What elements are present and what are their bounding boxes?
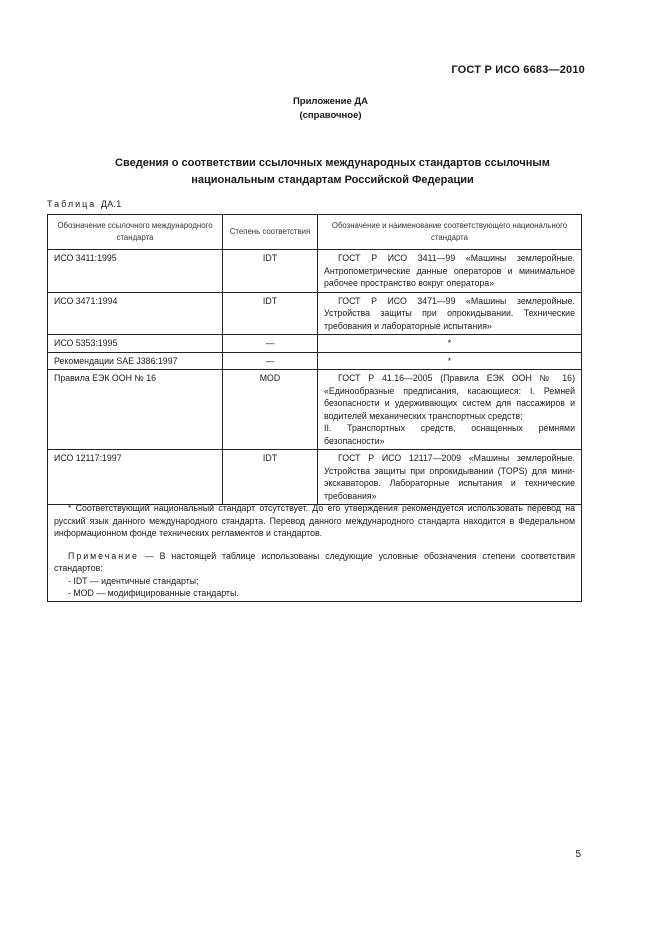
document-header: ГОСТ Р ИСО 6683—2010 <box>451 64 585 76</box>
national-text: ГОСТ Р ИСО 12117—2009 «Машины землеройные. Устройства защиты при опрокидывании (TOPS) для мини-экскаваторов. Лабораторные испытания и технические требования» <box>324 453 575 501</box>
section-title-line-1: Сведения о соответствии ссылочных международных стандартов ссылочным <box>115 157 550 169</box>
cell-reference: ИСО 3411:1995 <box>48 250 223 293</box>
annex-heading <box>0 95 661 123</box>
header-national-standard: Обозначение и наименование соответствующего национального стандарта <box>318 215 582 250</box>
footnote: * Соответствующий национальный стандарт отсутствует. До его утверждения рекомендуется использовать перевод на русский язык данного международного стандарта. Перевод данного международного стандарта находится в Федеральном информационном фонде технических регламентов и стандартов. <box>54 503 575 538</box>
correspondence-table <box>47 214 582 505</box>
header-reference-standard: Обозначение ссылочного международного стандарта <box>48 215 223 250</box>
national-text: * <box>447 338 452 348</box>
header-degree: Степень соответствия <box>223 215 318 250</box>
cell-reference: Правила ЕЭК ООН № 16 <box>48 370 223 450</box>
table-row <box>48 370 582 450</box>
table-row <box>48 292 582 335</box>
cell-degree: IDT <box>223 450 318 505</box>
national-text: II. Транспортных средств, оснащенных ремнями безопасности» <box>324 423 575 446</box>
table-caption <box>47 199 122 209</box>
national-text: ГОСТ Р 41.16—2005 (Правила ЕЭК ООН № 16) «Единообразные предписания, касающиеся: I. Ремней безопасности и удерживающих систем для пассажиров и водителей механических транспортных средств; <box>324 373 575 421</box>
table-row <box>48 335 582 353</box>
note-item-mod: - MOD — модифицированные стандарты. <box>68 588 239 598</box>
cell-reference: Рекомендации SAE J386:1997 <box>48 352 223 370</box>
table-caption-word: Таблица <box>47 199 97 209</box>
table-footnote-block <box>47 497 582 602</box>
section-title <box>60 155 605 189</box>
table-row <box>48 352 582 370</box>
national-text: * <box>447 355 452 366</box>
cell-national <box>318 370 582 450</box>
cell-national <box>318 292 582 335</box>
table-row <box>48 250 582 293</box>
note-text: — В настоящей таблице использованы следующие условные обозначения степени соответствия стандартов: <box>54 550 575 573</box>
cell-degree: — <box>223 352 318 370</box>
note-paragraph <box>54 550 575 575</box>
section-title-line-2: национальным стандартам Российской Федерации <box>191 174 474 186</box>
cell-national <box>318 250 582 293</box>
national-text: ГОСТ Р ИСО 3471—99 «Машины землеройные. Устройства защиты при опрокидывании. Технические требования и лабораторные испытания» <box>324 295 575 331</box>
note-label: Примечание <box>68 550 139 561</box>
cell-reference: ИСО 12117:1997 <box>48 450 223 505</box>
page-number: 5 <box>575 849 581 860</box>
national-text: ГОСТ Р ИСО 3411—99 «Машины землеройные. Антропометрические данные операторов и минимальное рабочее пространство вокруг оператора» <box>324 253 575 288</box>
note-item-idt: - IDT — идентичные стандарты; <box>68 575 199 586</box>
cell-degree: — <box>223 335 318 353</box>
cell-degree: IDT <box>223 250 318 293</box>
cell-degree: MOD <box>223 370 318 450</box>
cell-national <box>318 335 582 353</box>
cell-reference: ИСО 3471:1994 <box>48 292 223 335</box>
table-caption-number: ДА.1 <box>100 199 122 209</box>
cell-national <box>318 352 582 370</box>
table-header-row <box>48 215 582 250</box>
cell-reference: ИСО 5353:1995 <box>48 335 223 353</box>
annex-title: Приложение ДА <box>292 96 369 107</box>
cell-degree: IDT <box>223 292 318 335</box>
annex-subtitle: (справочное) <box>299 110 362 121</box>
